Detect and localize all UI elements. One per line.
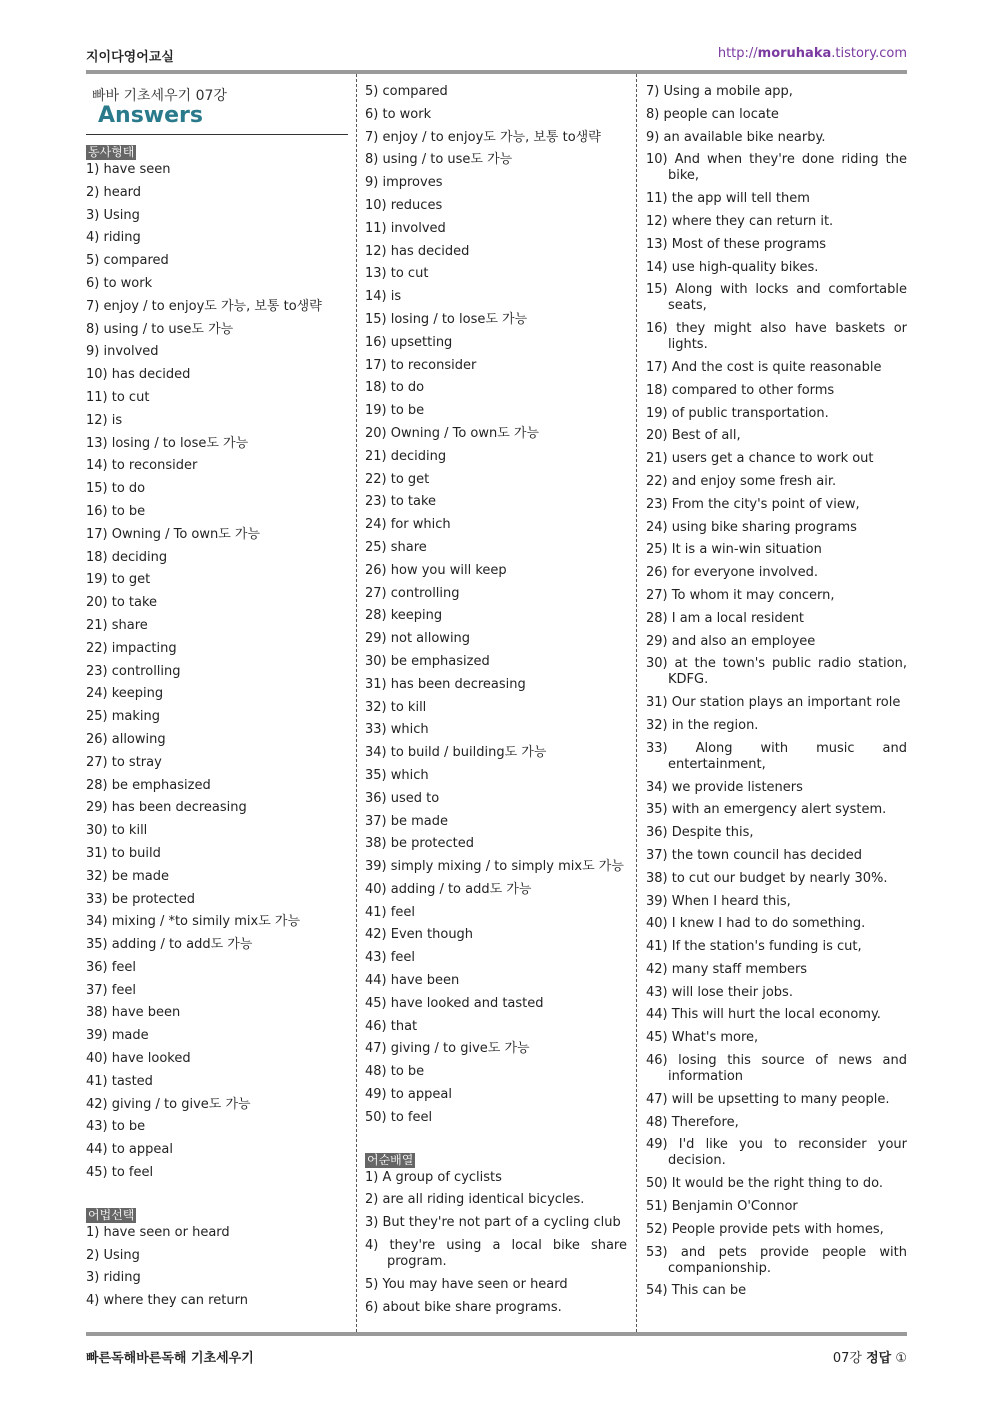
answer-item: 9) an available bike nearby. [646, 129, 826, 145]
answer-item: 13) Most of these programs [646, 236, 827, 252]
bottom-rule [86, 1332, 907, 1336]
answer-item: 10) has decided [86, 367, 191, 383]
answer-item: 42) many staff members [646, 961, 808, 977]
answer-item: 5) compared [365, 84, 448, 99]
footer-page-label: 07강 정답 ① [832, 1351, 907, 1366]
answer-item: 39) simply mixing / to simply mix도 가능 [365, 859, 624, 875]
answer-item: 7) Using a mobile app, [646, 84, 793, 99]
answer-item: 48) Therefore, [646, 1114, 739, 1130]
answer-item: 44) to appeal [86, 1142, 173, 1158]
answer-item: 15) losing / to lose도 가능 [365, 311, 528, 327]
answer-item: 8) people can locate [646, 106, 779, 122]
answer-item: 7) enjoy / to enjoy도 가능, 보통 to생략 [365, 129, 601, 145]
answer-item: 5) compared [86, 253, 169, 269]
lesson-subtitle: 빠바 기초세우기 07강 [92, 88, 227, 104]
answer-item: 31) to build [86, 845, 161, 861]
answer-item: 51) Benjamin O'Connor [646, 1199, 798, 1215]
answer-item: 8) using / to use도 가능 [86, 321, 234, 337]
answer-item: 17) And the cost is quite reasonable [646, 359, 882, 375]
section-label-word-order: 어순배열 [367, 1152, 414, 1167]
answer-item: 31) has been decreasing [365, 676, 526, 692]
answer-item: 13) to cut [365, 266, 429, 282]
answer-item: 41) feel [365, 904, 415, 920]
answer-item: 2) are all riding identical bicycles. [365, 1192, 585, 1208]
answer-item: 24) keeping [86, 686, 164, 702]
answer-item: 10) And when they're done riding the bike, [646, 152, 907, 184]
answer-item: 16) they might also have baskets or lights. [646, 321, 907, 353]
answer-item: 9) involved [86, 344, 159, 360]
answer-item: 28) I am a local resident [646, 610, 805, 626]
answer-item: 10) reduces [365, 197, 443, 213]
brand-name: 지이다영어교실 [86, 50, 174, 65]
answer-item: 5) You may have seen or heard [365, 1276, 568, 1292]
answer-item: 47) giving / to give도 가능 [365, 1041, 530, 1057]
answer-item: 42) Even though [365, 927, 474, 943]
answer-item: 35) with an emergency alert system. [646, 802, 887, 818]
answer-item: 36) used to [365, 790, 440, 806]
answer-item: 35) adding / to add도 가능 [86, 937, 253, 953]
answer-item: 11) to cut [86, 389, 150, 405]
answer-item: 33) which [365, 722, 429, 738]
answer-item: 12) is [86, 412, 123, 428]
answer-item: 1) have seen or heard [86, 1224, 230, 1240]
answer-item: 43) feel [365, 950, 415, 966]
answer-item: 16) upsetting [365, 334, 453, 350]
column-3 [646, 84, 907, 1306]
answer-item: 33) be protected [86, 891, 195, 907]
answer-item: 24) for which [365, 517, 451, 533]
answer-item: 3) riding [86, 1270, 141, 1286]
answer-item: 37) feel [86, 982, 136, 998]
answer-item: 17) Owning / To own도 가능 [86, 526, 261, 542]
answer-list [646, 84, 907, 1299]
answer-item: 12) where they can return it. [646, 213, 834, 229]
answer-item: 15) to do [86, 481, 146, 497]
answer-item: 7) enjoy / to enjoy도 가능, 보통 to생략 [86, 298, 322, 314]
answer-item: 22) to get [365, 471, 430, 487]
answer-item: 52) People provide pets with homes, [646, 1221, 884, 1237]
answer-item: 39) made [86, 1028, 149, 1044]
answer-item: 25) It is a win-win situation [646, 542, 822, 558]
answer-item: 3) But they're not part of a cycling club [365, 1215, 621, 1231]
answer-item: 37) be made [365, 813, 449, 829]
answer-item: 19) of public transportation. [646, 405, 829, 421]
footer-book-title: 빠른독해바른독해 기초세우기 [86, 1351, 254, 1366]
answer-item: 36) feel [86, 959, 136, 975]
answer-item: 38) be protected [365, 836, 474, 852]
answer-item: 15) Along with locks and comfortable seats, [646, 282, 907, 314]
answer-item: 1) have seen [86, 162, 171, 177]
answer-list [86, 162, 348, 1181]
answer-item: 23) controlling [86, 663, 181, 679]
answer-item: 45) have looked and tasted [365, 995, 544, 1011]
column-divider-2 [636, 74, 637, 1332]
answer-item: 34) we provide listeners [646, 779, 803, 795]
answer-item: 42) giving / to give도 가능 [86, 1096, 251, 1112]
answer-item: 4) where they can return [86, 1293, 248, 1309]
answer-item: 50) to feel [365, 1109, 433, 1125]
answer-item: 6) to work [86, 275, 153, 291]
answer-item: 41) tasted [86, 1073, 153, 1089]
answer-item: 20) Best of all, [646, 428, 741, 444]
answer-item: 4) they're using a local bike share program. [365, 1238, 627, 1270]
answer-item: 4) riding [86, 230, 141, 246]
answer-item: 34) to build / building도 가능 [365, 745, 547, 761]
answer-item: 49) I'd like you to reconsider your decision. [646, 1137, 907, 1169]
answer-item: 43) to be [86, 1119, 146, 1135]
column-1 [86, 84, 348, 1316]
answer-item: 29) not allowing [365, 631, 471, 647]
answer-item: 26) how you will keep [365, 562, 507, 578]
answer-list [365, 1170, 627, 1316]
answer-item: 35) which [365, 767, 429, 783]
answer-item: 28) keeping [365, 608, 443, 624]
answer-item: 12) has decided [365, 243, 470, 259]
answer-list [365, 84, 627, 1126]
answer-item: 1) A group of cyclists [365, 1169, 502, 1185]
top-rule [86, 70, 907, 74]
answer-item: 41) If the station's funding is cut, [646, 939, 862, 955]
column-divider-1 [356, 74, 357, 1332]
answer-item: 23) From the city's point of view, [646, 496, 860, 512]
answer-item: 27) To whom it may concern, [646, 587, 835, 603]
answer-item: 21) share [86, 617, 148, 633]
answer-item: 34) mixing / *to simily mix도 가능 [86, 914, 301, 930]
answer-item: 40) adding / to add도 가능 [365, 881, 532, 897]
answer-item: 43) will lose their jobs. [646, 984, 793, 1000]
answer-item: 25) making [86, 709, 161, 725]
answer-item: 14) to reconsider [86, 458, 198, 474]
answer-item: 40) have looked [86, 1051, 191, 1067]
answer-item: 44) This will hurt the local economy. [646, 1007, 881, 1023]
answer-item: 25) share [365, 539, 427, 555]
answer-item: 33) Along with music and entertainment, [646, 740, 907, 772]
answer-item: 3) Using [86, 207, 140, 223]
section-label-verb-form: 동사형태 [88, 145, 135, 159]
site-url[interactable]: http://moruhaka.tistory.com [717, 46, 907, 61]
answer-item: 14) is [365, 289, 402, 305]
answer-item: 31) Our station plays an important role [646, 695, 901, 711]
answer-item: 45) to feel [86, 1165, 154, 1181]
column-2 [365, 84, 627, 1322]
answer-item: 9) improves [365, 175, 443, 191]
answer-item: 11) the app will tell them [646, 191, 810, 207]
answer-item: 27) to stray [86, 754, 162, 770]
answer-item: 19) to be [365, 403, 425, 419]
answer-item: 38) have been [86, 1005, 181, 1021]
answer-item: 21) users get a chance to work out [646, 451, 874, 467]
answer-item: 29) and also an employee [646, 633, 816, 649]
answer-item: 32) to kill [365, 699, 427, 715]
answer-item: 20) to take [86, 595, 158, 611]
answer-item: 16) to be [86, 503, 146, 519]
answer-item: 13) losing / to lose도 가능 [86, 435, 249, 451]
answer-item: 49) to appeal [365, 1087, 452, 1103]
answer-item: 40) I knew I had to do something. [646, 916, 866, 932]
answer-item: 22) impacting [86, 640, 177, 656]
answer-item: 37) the town council has decided [646, 847, 862, 863]
answer-item: 46) that [365, 1018, 418, 1034]
answer-item: 17) to reconsider [365, 357, 477, 373]
answer-item: 46) losing this source of news and information [646, 1053, 907, 1085]
answer-item: 30) to kill [86, 823, 148, 839]
answer-item: 30) be emphasized [365, 653, 490, 669]
answer-item: 50) It would be the right thing to do. [646, 1176, 884, 1192]
page-title: Answers [98, 103, 203, 128]
answer-item: 44) have been [365, 973, 460, 989]
title-rule [86, 134, 348, 135]
answer-item: 32) in the region. [646, 717, 759, 733]
answer-item: 38) to cut our budget by nearly 30%. [646, 870, 888, 886]
answer-item: 53) and pets provide people with companionship. [646, 1244, 907, 1276]
answer-item: 8) using / to use도 가능 [365, 152, 513, 168]
answer-item: 11) involved [365, 220, 446, 236]
answer-item: 36) Despite this, [646, 825, 754, 841]
answer-item: 18) compared to other forms [646, 382, 835, 398]
answer-item: 18) deciding [86, 549, 168, 565]
answer-item: 6) to work [365, 106, 432, 122]
answer-list [86, 1225, 348, 1309]
answer-item: 29) has been decreasing [86, 800, 247, 816]
answer-item: 48) to be [365, 1064, 425, 1080]
answer-item: 2) heard [86, 184, 142, 200]
section-label-grammar-choice: 어법선택 [88, 1207, 135, 1222]
answer-item: 47) will be upsetting to many people. [646, 1091, 890, 1107]
page-header [86, 46, 907, 66]
answer-item: 24) using bike sharing programs [646, 519, 857, 535]
answer-item: 18) to do [365, 380, 425, 396]
answer-item: 21) deciding [365, 448, 447, 464]
answer-item: 32) be made [86, 868, 170, 884]
answer-item: 14) use high-quality bikes. [646, 259, 819, 275]
answer-item: 20) Owning / To own도 가능 [365, 425, 540, 441]
answer-item: 26) for everyone involved. [646, 565, 818, 581]
answer-item: 22) and enjoy some fresh air. [646, 473, 837, 489]
answer-item: 6) about bike share programs. [365, 1299, 562, 1315]
answer-item: 30) at the town's public radio station, KDFG. [646, 656, 907, 688]
answer-item: 45) What's more, [646, 1030, 759, 1046]
answer-item: 23) to take [365, 494, 437, 510]
answer-item: 28) be emphasized [86, 777, 211, 793]
answer-item: 54) This can be [646, 1283, 747, 1299]
answer-item: 2) Using [86, 1247, 140, 1263]
answer-item: 39) When I heard this, [646, 893, 791, 909]
answer-item: 26) allowing [86, 731, 166, 747]
answer-item: 19) to get [86, 572, 151, 588]
answer-item: 27) controlling [365, 585, 460, 601]
